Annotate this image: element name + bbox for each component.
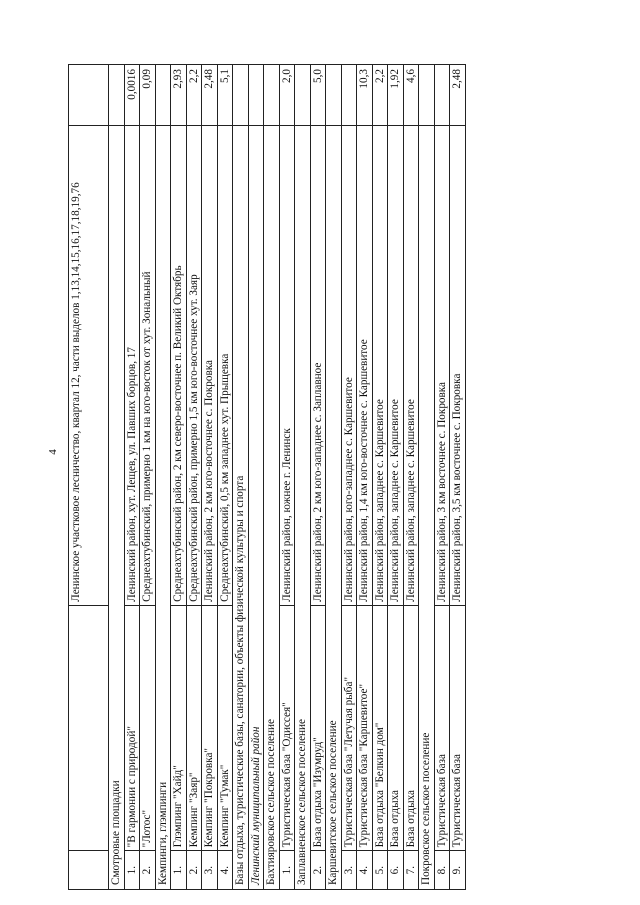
section-row [326,65,342,890]
object-location: Ленинский район, западнее с. Каршевитое [403,125,419,605]
table-cell [69,65,109,126]
area-value: 2,2 [186,65,202,126]
area-value: 2,48 [202,65,218,126]
section-title: Каршевитское сельское поселение [326,125,342,889]
object-name: Туристическая база "Летучая рыба" [341,605,357,851]
area-value: 2,93 [171,65,187,126]
object-name: Кемпинг "Тумак" [217,605,233,851]
object-name: "В гармонии с природой" [124,605,140,851]
object-location: Ленинский район, западнее с. Каршевитое [388,125,404,605]
object-name: Кемпинг "Заяр" [186,605,202,851]
row-number: 6. [388,851,404,890]
section-row [233,65,249,890]
row-number: 9. [450,851,466,890]
table-row [372,65,388,890]
table-row [403,65,419,890]
section-title: Покровское сельское поселение [419,125,435,889]
object-name: База отдыха [388,605,404,851]
table-cell [264,65,280,126]
object-name: База отдыха "Белкин дом" [372,605,388,851]
table-cell [295,65,311,126]
table-row [450,65,466,890]
table-row [341,65,357,890]
object-name: База отдыха "Изумруд" [310,605,326,851]
objects-table [68,64,466,890]
object-location: Ленинский район, хут. Лещев, ул. Павших борцов, 17 [124,125,140,605]
area-value: 2,0 [279,65,295,126]
object-location: Среднеахтубинский, примерно 1 км на юго-восток от хут. Зональный [140,125,156,605]
table-row [310,65,326,890]
object-location: Ленинский район, 3 км восточнее с. Покровка [434,125,450,605]
object-name: Туристическая база "Одиссея" [279,605,295,851]
table-row [434,65,450,890]
row-number: 3. [202,851,218,890]
object-location: Ленинский район, 3,5 км восточнее с. Покровка [450,125,466,605]
table-row [279,65,295,890]
row-number: 2. [140,851,156,890]
section-title: Смотровые площадки [109,125,125,889]
area-value: 2,2 [372,65,388,126]
table-cell [109,65,125,126]
area-value [341,65,357,126]
row-number: 4. [357,851,373,890]
table-row [140,65,156,890]
section-title: Заплавненское сельское поселение [295,125,311,889]
area-value: 0,09 [140,65,156,126]
object-location: Ленинский район, юго-западнее с. Каршевитое [341,125,357,605]
row-number: 5. [372,851,388,890]
section-title: Кемпинги, глэмпинги [155,125,171,889]
area-value: 5,0 [310,65,326,126]
row-number: 1. [171,851,187,890]
row-number: 8. [434,851,450,890]
section-row [295,65,311,890]
table-cell [248,65,264,126]
row-number: 2. [186,851,202,890]
object-location: Ленинский район, 1,4 км юго-восточнее с. Каршевитое [357,125,373,605]
object-location: Ленинский район, южнее г. Ленинск [279,125,295,605]
object-location: Среднеахтубинский район, 2 км северо-восточнее п. Великий Октябрь [171,125,187,605]
area-value: 10,3 [357,65,373,126]
rotated-page [68,10,628,890]
table-row [124,65,140,890]
row-number: 1. [279,851,295,890]
table-cell [326,65,342,126]
section-title: Бахтияровское сельское поселение [264,125,280,889]
object-name: Туристическая база [434,605,450,851]
object-location: Ленинский район, 2 км юго-западнее с. Заплавное [310,125,326,605]
section-title: Ленинский муниципальный район [248,125,264,889]
area-value: 1,92 [388,65,404,126]
object-location: Ленинский район, 2 км юго-восточнее с. Покровка [202,125,218,605]
area-value [434,65,450,126]
table-row [202,65,218,890]
table-row [69,65,109,890]
row-number: 2. [310,851,326,890]
table-cell [69,851,109,890]
table-cell [233,65,249,126]
area-value: 0,0016 [124,65,140,126]
object-location: Ленинский район, западнее с. Каршевитое [372,125,388,605]
table-cell [155,65,171,126]
row-number: 4. [217,851,233,890]
row-number: 1. [124,851,140,890]
table-row [171,65,187,890]
object-name: База отдыха [403,605,419,851]
table-row [388,65,404,890]
table-row [357,65,373,890]
table-row [186,65,202,890]
object-name: Туристическая база "Каршевитое" [357,605,373,851]
row-number: 3. [341,851,357,890]
section-row [419,65,435,890]
section-row [109,65,125,890]
table-cell [419,65,435,126]
area-value: 2,48 [450,65,466,126]
object-name: Глэмпинг "Хайд" [171,605,187,851]
section-title: Базы отдыха, туристические базы, санатории, объекты физической культуры и спорта [233,125,249,889]
object-location: Среднеахтубинский район, примерно 1,5 км юго-восточнее хут. Заяр [186,125,202,605]
table-body [69,65,466,890]
area-value: 5,1 [217,65,233,126]
object-location: Среднеахтубинский, 0,5 км западнее хут. Прыщевка [217,125,233,605]
row-number: 7. [403,851,419,890]
section-row [155,65,171,890]
object-name: "Лотос" [140,605,156,851]
section-row [248,65,264,890]
location-cell: Ленинское участковое лесничество, квартал 12, части выделов 1,13,14,15,16,17,18,19,76 [69,125,109,605]
page-number: 4 [46,449,59,455]
object-name: Кемпинг "Покровка" [202,605,218,851]
object-name: Туристическая база [450,605,466,851]
table-cell [69,605,109,851]
area-value: 4,6 [403,65,419,126]
table-row [217,65,233,890]
section-row [264,65,280,890]
